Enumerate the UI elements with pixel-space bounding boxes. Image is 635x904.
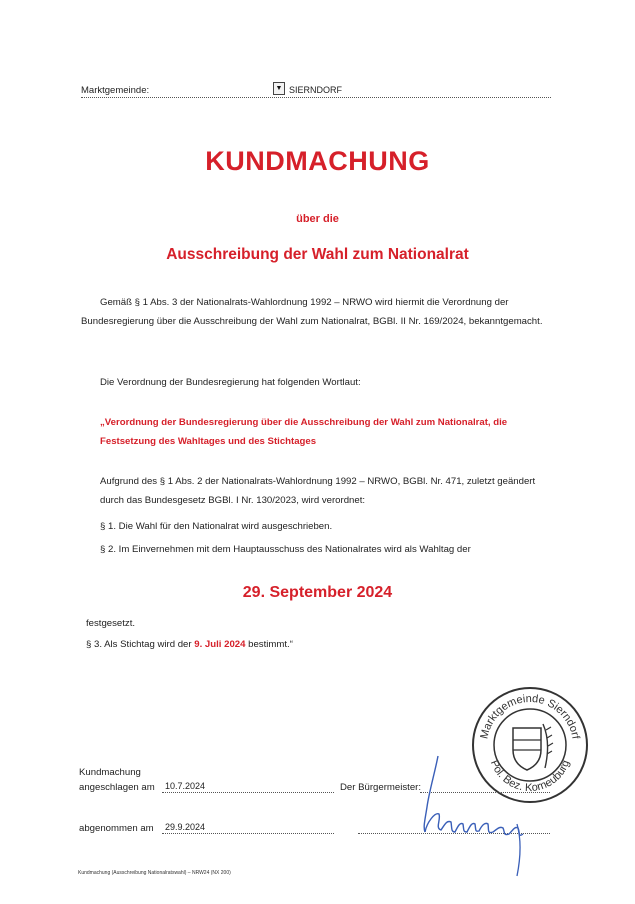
wording-intro: Die Verordnung der Bundesregierung hat folgenden Wortlaut: <box>100 377 361 388</box>
municipality-dropdown-button[interactable]: ▼ <box>273 82 285 95</box>
seal-text-bottom: Pol. Bez. Korneuburg <box>487 758 573 795</box>
page-title: KUNDMACHUNG <box>205 146 430 176</box>
kundmachung-label: Kundmachung <box>79 767 141 778</box>
subtitle-election: Ausschreibung der Wahl zum Nationalrat <box>166 246 469 263</box>
posted-date-line <box>162 792 334 793</box>
municipality-value[interactable]: SIERNDORF <box>289 85 343 95</box>
removed-date-line <box>162 833 334 834</box>
removed-label: abgenommen am <box>79 823 154 834</box>
posted-label: angeschlagen am <box>79 782 155 793</box>
intro-paragraph: Gemäß § 1 Abs. 3 der Nationalrats-Wahlordnung 1992 – NRWO wird hiermit die Verordnung der Bundesregierung über die Ausschreibung der Wahl zum Nationalrat, BGBl. II Nr. 169/2024, bekanntgemacht. <box>81 297 543 327</box>
section-2: § 2. Im Einvernehmen mit dem Hauptausschuss des Nationalrates wird als Wahltag der <box>100 544 471 555</box>
ordinance-title: „Verordnung der Bundesregierung über die Ausschreibung der Wahl zum Nationalrat, die Festsetzung des Wahltages und des Stichtages <box>100 417 508 447</box>
section-3-suffix: bestimmt.“ <box>245 639 293 650</box>
municipality-label: Marktgemeinde: <box>81 85 150 96</box>
posted-date[interactable]: 10.7.2024 <box>165 781 206 791</box>
festgesetzt-text: festgesetzt. <box>86 618 136 629</box>
cutoff-date: 9. Juli 2024 <box>194 639 246 650</box>
footer-form-id: Kundmachung (Ausschreibung Nationalratswahl) – NRW24 (NX 200) <box>78 870 231 876</box>
header-line <box>81 97 551 98</box>
mayor-label: Der Bürgermeister: <box>340 782 422 793</box>
subtitle-uber-die: über die <box>296 213 339 225</box>
mayor-signature <box>405 752 535 884</box>
section-3-prefix: § 3. Als Stichtag wird der <box>86 639 195 650</box>
section-3 <box>86 635 558 654</box>
removed-date[interactable]: 29.9.2024 <box>165 822 206 832</box>
election-date: 29. September 2024 <box>242 584 393 601</box>
legal-basis-paragraph: Aufgrund des § 1 Abs. 2 der Nationalrats-Wahlordnung 1992 – NRWO, BGBl. Nr. 471, zuletzt geändert durch das Bundesgesetz BGBl. I Nr. 130/2023, wird verordnet: <box>100 476 536 506</box>
section-1: § 1. Die Wahl für den Nationalrat wird ausgeschrieben. <box>100 521 333 532</box>
seal-text-top: Marktgemeinde Sierndorf <box>478 692 582 741</box>
